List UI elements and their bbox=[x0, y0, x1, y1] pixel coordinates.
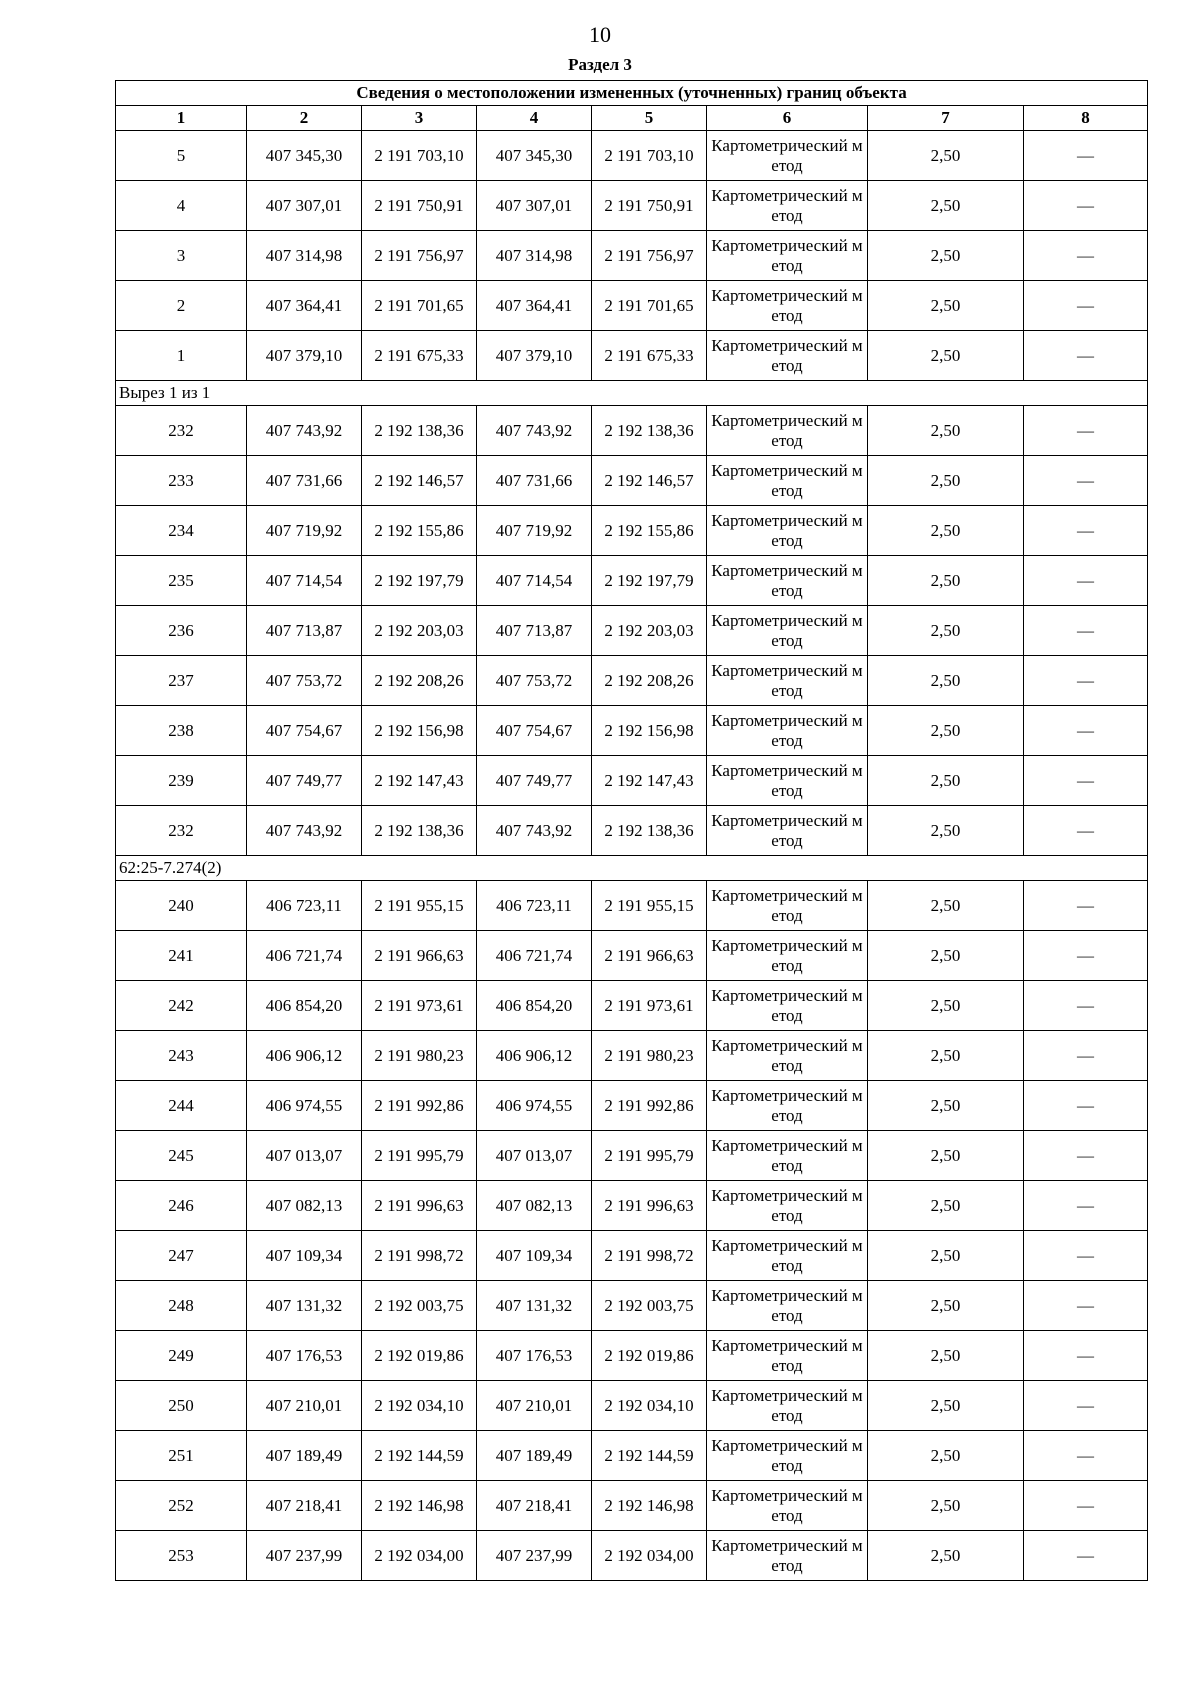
x-new-cell: 407 131,32 bbox=[477, 1281, 592, 1331]
y-new-cell: 2 192 208,26 bbox=[592, 656, 707, 706]
column-header: 8 bbox=[1024, 106, 1148, 131]
method-cell: Картометрический метод bbox=[707, 181, 868, 231]
table-row bbox=[116, 606, 1148, 656]
x-old-cell: 407 713,87 bbox=[247, 606, 362, 656]
y-new-cell: 2 191 675,33 bbox=[592, 331, 707, 381]
y-new-cell: 2 192 155,86 bbox=[592, 506, 707, 556]
y-old-cell: 2 192 019,86 bbox=[362, 1331, 477, 1381]
point-number-cell: 233 bbox=[116, 456, 247, 506]
point-number-cell: 246 bbox=[116, 1181, 247, 1231]
y-old-cell: 2 191 675,33 bbox=[362, 331, 477, 381]
table-row bbox=[116, 556, 1148, 606]
x-old-cell: 407 109,34 bbox=[247, 1231, 362, 1281]
x-new-cell: 407 218,41 bbox=[477, 1481, 592, 1531]
column-header: 1 bbox=[116, 106, 247, 131]
description-cell: — bbox=[1024, 606, 1148, 656]
y-old-cell: 2 192 138,36 bbox=[362, 806, 477, 856]
page-number: 10 bbox=[589, 22, 611, 47]
y-old-cell: 2 192 156,98 bbox=[362, 706, 477, 756]
point-number-cell: 241 bbox=[116, 931, 247, 981]
y-old-cell: 2 192 197,79 bbox=[362, 556, 477, 606]
table-row bbox=[116, 1081, 1148, 1131]
point-number-cell: 250 bbox=[116, 1381, 247, 1431]
x-new-cell: 406 723,11 bbox=[477, 881, 592, 931]
point-number-cell: 253 bbox=[116, 1531, 247, 1581]
method-cell: Картометрический метод bbox=[707, 706, 868, 756]
y-new-cell: 2 191 998,72 bbox=[592, 1231, 707, 1281]
y-new-cell: 2 192 138,36 bbox=[592, 406, 707, 456]
method-cell: Картометрический метод bbox=[707, 1531, 868, 1581]
description-cell: — bbox=[1024, 981, 1148, 1031]
description-cell: — bbox=[1024, 881, 1148, 931]
x-new-cell: 407 189,49 bbox=[477, 1431, 592, 1481]
y-new-cell: 2 192 003,75 bbox=[592, 1281, 707, 1331]
accuracy-cell: 2,50 bbox=[868, 706, 1024, 756]
accuracy-cell: 2,50 bbox=[868, 1331, 1024, 1381]
point-number-cell: 232 bbox=[116, 406, 247, 456]
y-new-cell: 2 191 756,97 bbox=[592, 231, 707, 281]
x-new-cell: 407 176,53 bbox=[477, 1331, 592, 1381]
accuracy-cell: 2,50 bbox=[868, 931, 1024, 981]
point-number-cell: 247 bbox=[116, 1231, 247, 1281]
column-header: 4 bbox=[477, 106, 592, 131]
y-new-cell: 2 191 750,91 bbox=[592, 181, 707, 231]
x-old-cell: 407 189,49 bbox=[247, 1431, 362, 1481]
y-old-cell: 2 191 750,91 bbox=[362, 181, 477, 231]
table-row bbox=[116, 506, 1148, 556]
table-row bbox=[116, 1281, 1148, 1331]
x-old-cell: 407 743,92 bbox=[247, 406, 362, 456]
x-new-cell: 406 854,20 bbox=[477, 981, 592, 1031]
method-cell: Картометрический метод bbox=[707, 881, 868, 931]
y-new-cell: 2 191 701,65 bbox=[592, 281, 707, 331]
table-row bbox=[116, 406, 1148, 456]
column-header: 5 bbox=[592, 106, 707, 131]
accuracy-cell: 2,50 bbox=[868, 1181, 1024, 1231]
description-cell: — bbox=[1024, 331, 1148, 381]
description-cell: — bbox=[1024, 281, 1148, 331]
y-new-cell: 2 192 146,98 bbox=[592, 1481, 707, 1531]
point-number-cell: 2 bbox=[116, 281, 247, 331]
description-cell: — bbox=[1024, 931, 1148, 981]
description-cell: — bbox=[1024, 1281, 1148, 1331]
point-number-cell: 3 bbox=[116, 231, 247, 281]
y-old-cell: 2 191 955,15 bbox=[362, 881, 477, 931]
x-new-cell: 407 109,34 bbox=[477, 1231, 592, 1281]
method-cell: Картометрический метод bbox=[707, 1231, 868, 1281]
point-number-cell: 4 bbox=[116, 181, 247, 231]
x-new-cell: 407 753,72 bbox=[477, 656, 592, 706]
method-cell: Картометрический метод bbox=[707, 981, 868, 1031]
point-number-cell: 234 bbox=[116, 506, 247, 556]
column-header: 7 bbox=[868, 106, 1024, 131]
table-row bbox=[116, 1031, 1148, 1081]
method-cell: Картометрический метод bbox=[707, 456, 868, 506]
method-cell: Картометрический метод bbox=[707, 1031, 868, 1081]
accuracy-cell: 2,50 bbox=[868, 1281, 1024, 1331]
table-row bbox=[116, 1531, 1148, 1581]
description-cell: — bbox=[1024, 706, 1148, 756]
y-new-cell: 2 191 703,10 bbox=[592, 131, 707, 181]
group-header-row bbox=[116, 856, 1148, 881]
point-number-cell: 243 bbox=[116, 1031, 247, 1081]
description-cell: — bbox=[1024, 506, 1148, 556]
method-cell: Картометрический метод bbox=[707, 1081, 868, 1131]
method-cell: Картометрический метод bbox=[707, 1331, 868, 1381]
coordinates-table bbox=[115, 80, 1148, 1581]
y-old-cell: 2 191 998,72 bbox=[362, 1231, 477, 1281]
point-number-cell: 244 bbox=[116, 1081, 247, 1131]
y-new-cell: 2 192 197,79 bbox=[592, 556, 707, 606]
point-number-cell: 235 bbox=[116, 556, 247, 606]
x-old-cell: 407 237,99 bbox=[247, 1531, 362, 1581]
table-row bbox=[116, 456, 1148, 506]
accuracy-cell: 2,50 bbox=[868, 1381, 1024, 1431]
point-number-cell: 238 bbox=[116, 706, 247, 756]
x-old-cell: 406 906,12 bbox=[247, 1031, 362, 1081]
y-old-cell: 2 192 147,43 bbox=[362, 756, 477, 806]
x-new-cell: 407 754,67 bbox=[477, 706, 592, 756]
table-caption: Сведения о местоположении измененных (уточненных) границ объекта bbox=[116, 81, 1148, 106]
x-new-cell: 407 345,30 bbox=[477, 131, 592, 181]
table-caption-row bbox=[116, 81, 1148, 106]
point-number-cell: 242 bbox=[116, 981, 247, 1031]
column-header: 6 bbox=[707, 106, 868, 131]
method-cell: Картометрический метод bbox=[707, 1181, 868, 1231]
table-row bbox=[116, 1131, 1148, 1181]
table-row bbox=[116, 881, 1148, 931]
x-new-cell: 407 364,41 bbox=[477, 281, 592, 331]
description-cell: — bbox=[1024, 231, 1148, 281]
description-cell: — bbox=[1024, 1031, 1148, 1081]
accuracy-cell: 2,50 bbox=[868, 1431, 1024, 1481]
y-new-cell: 2 192 019,86 bbox=[592, 1331, 707, 1381]
accuracy-cell: 2,50 bbox=[868, 881, 1024, 931]
point-number-cell: 237 bbox=[116, 656, 247, 706]
method-cell: Картометрический метод bbox=[707, 806, 868, 856]
x-old-cell: 407 218,41 bbox=[247, 1481, 362, 1531]
y-new-cell: 2 191 966,63 bbox=[592, 931, 707, 981]
x-old-cell: 407 345,30 bbox=[247, 131, 362, 181]
accuracy-cell: 2,50 bbox=[868, 556, 1024, 606]
accuracy-cell: 2,50 bbox=[868, 1481, 1024, 1531]
method-cell: Картометрический метод bbox=[707, 331, 868, 381]
accuracy-cell: 2,50 bbox=[868, 231, 1024, 281]
y-old-cell: 2 191 995,79 bbox=[362, 1131, 477, 1181]
point-number-cell: 249 bbox=[116, 1331, 247, 1381]
y-new-cell: 2 192 138,36 bbox=[592, 806, 707, 856]
y-old-cell: 2 191 966,63 bbox=[362, 931, 477, 981]
description-cell: — bbox=[1024, 756, 1148, 806]
section-title: Раздел 3 bbox=[568, 55, 632, 74]
accuracy-cell: 2,50 bbox=[868, 606, 1024, 656]
point-number-cell: 236 bbox=[116, 606, 247, 656]
method-cell: Картометрический метод bbox=[707, 606, 868, 656]
table-row bbox=[116, 131, 1148, 181]
accuracy-cell: 2,50 bbox=[868, 406, 1024, 456]
method-cell: Картометрический метод bbox=[707, 1381, 868, 1431]
x-new-cell: 407 719,92 bbox=[477, 506, 592, 556]
x-old-cell: 407 749,77 bbox=[247, 756, 362, 806]
table-row bbox=[116, 1231, 1148, 1281]
table-row bbox=[116, 806, 1148, 856]
accuracy-cell: 2,50 bbox=[868, 506, 1024, 556]
point-number-cell: 252 bbox=[116, 1481, 247, 1531]
point-number-cell: 251 bbox=[116, 1431, 247, 1481]
y-old-cell: 2 192 146,57 bbox=[362, 456, 477, 506]
method-cell: Картометрический метод bbox=[707, 1131, 868, 1181]
table-row bbox=[116, 1431, 1148, 1481]
y-old-cell: 2 192 208,26 bbox=[362, 656, 477, 706]
y-new-cell: 2 192 034,00 bbox=[592, 1531, 707, 1581]
table-row bbox=[116, 706, 1148, 756]
accuracy-cell: 2,50 bbox=[868, 656, 1024, 706]
group-label: 62:25-7.274(2) bbox=[116, 856, 1148, 881]
description-cell: — bbox=[1024, 1081, 1148, 1131]
accuracy-cell: 2,50 bbox=[868, 181, 1024, 231]
x-old-cell: 407 379,10 bbox=[247, 331, 362, 381]
method-cell: Картометрический метод bbox=[707, 656, 868, 706]
x-new-cell: 407 743,92 bbox=[477, 406, 592, 456]
x-new-cell: 407 743,92 bbox=[477, 806, 592, 856]
accuracy-cell: 2,50 bbox=[868, 1081, 1024, 1131]
y-new-cell: 2 192 146,57 bbox=[592, 456, 707, 506]
table-row bbox=[116, 231, 1148, 281]
x-new-cell: 406 906,12 bbox=[477, 1031, 592, 1081]
description-cell: — bbox=[1024, 1181, 1148, 1231]
y-old-cell: 2 192 144,59 bbox=[362, 1431, 477, 1481]
description-cell: — bbox=[1024, 1381, 1148, 1431]
y-old-cell: 2 191 980,23 bbox=[362, 1031, 477, 1081]
x-old-cell: 407 743,92 bbox=[247, 806, 362, 856]
description-cell: — bbox=[1024, 1231, 1148, 1281]
column-header: 2 bbox=[247, 106, 362, 131]
y-old-cell: 2 192 034,00 bbox=[362, 1531, 477, 1581]
y-old-cell: 2 192 003,75 bbox=[362, 1281, 477, 1331]
x-old-cell: 407 307,01 bbox=[247, 181, 362, 231]
table-row bbox=[116, 1481, 1148, 1531]
x-old-cell: 406 723,11 bbox=[247, 881, 362, 931]
description-cell: — bbox=[1024, 1481, 1148, 1531]
method-cell: Картометрический метод bbox=[707, 1481, 868, 1531]
y-old-cell: 2 191 703,10 bbox=[362, 131, 477, 181]
y-old-cell: 2 192 138,36 bbox=[362, 406, 477, 456]
point-number-cell: 1 bbox=[116, 331, 247, 381]
y-new-cell: 2 192 144,59 bbox=[592, 1431, 707, 1481]
y-new-cell: 2 191 992,86 bbox=[592, 1081, 707, 1131]
y-new-cell: 2 192 034,10 bbox=[592, 1381, 707, 1431]
point-number-cell: 232 bbox=[116, 806, 247, 856]
table-row bbox=[116, 331, 1148, 381]
x-new-cell: 407 237,99 bbox=[477, 1531, 592, 1581]
y-old-cell: 2 191 973,61 bbox=[362, 981, 477, 1031]
x-old-cell: 407 013,07 bbox=[247, 1131, 362, 1181]
x-new-cell: 407 713,87 bbox=[477, 606, 592, 656]
description-cell: — bbox=[1024, 406, 1148, 456]
description-cell: — bbox=[1024, 456, 1148, 506]
accuracy-cell: 2,50 bbox=[868, 1231, 1024, 1281]
point-number-cell: 240 bbox=[116, 881, 247, 931]
point-number-cell: 5 bbox=[116, 131, 247, 181]
x-new-cell: 407 714,54 bbox=[477, 556, 592, 606]
y-old-cell: 2 192 034,10 bbox=[362, 1381, 477, 1431]
accuracy-cell: 2,50 bbox=[868, 1531, 1024, 1581]
x-old-cell: 407 176,53 bbox=[247, 1331, 362, 1381]
y-new-cell: 2 191 995,79 bbox=[592, 1131, 707, 1181]
x-new-cell: 406 974,55 bbox=[477, 1081, 592, 1131]
x-new-cell: 407 731,66 bbox=[477, 456, 592, 506]
table-body bbox=[116, 131, 1148, 1581]
y-new-cell: 2 192 156,98 bbox=[592, 706, 707, 756]
table-row bbox=[116, 1381, 1148, 1431]
table-row bbox=[116, 756, 1148, 806]
accuracy-cell: 2,50 bbox=[868, 281, 1024, 331]
x-old-cell: 407 082,13 bbox=[247, 1181, 362, 1231]
method-cell: Картометрический метод bbox=[707, 1281, 868, 1331]
x-old-cell: 407 364,41 bbox=[247, 281, 362, 331]
description-cell: — bbox=[1024, 1531, 1148, 1581]
method-cell: Картометрический метод bbox=[707, 756, 868, 806]
description-cell: — bbox=[1024, 1431, 1148, 1481]
description-cell: — bbox=[1024, 131, 1148, 181]
group-header-row bbox=[116, 381, 1148, 406]
y-new-cell: 2 191 973,61 bbox=[592, 981, 707, 1031]
x-new-cell: 407 749,77 bbox=[477, 756, 592, 806]
description-cell: — bbox=[1024, 1331, 1148, 1381]
y-new-cell: 2 192 147,43 bbox=[592, 756, 707, 806]
x-old-cell: 407 131,32 bbox=[247, 1281, 362, 1331]
x-old-cell: 407 210,01 bbox=[247, 1381, 362, 1431]
description-cell: — bbox=[1024, 656, 1148, 706]
x-new-cell: 407 379,10 bbox=[477, 331, 592, 381]
point-number-cell: 239 bbox=[116, 756, 247, 806]
accuracy-cell: 2,50 bbox=[868, 131, 1024, 181]
y-old-cell: 2 191 756,97 bbox=[362, 231, 477, 281]
group-label: Вырез 1 из 1 bbox=[116, 381, 1148, 406]
method-cell: Картометрический метод bbox=[707, 231, 868, 281]
x-old-cell: 407 753,72 bbox=[247, 656, 362, 706]
y-old-cell: 2 191 992,86 bbox=[362, 1081, 477, 1131]
accuracy-cell: 2,50 bbox=[868, 1031, 1024, 1081]
method-cell: Картометрический метод bbox=[707, 556, 868, 606]
y-new-cell: 2 191 980,23 bbox=[592, 1031, 707, 1081]
method-cell: Картометрический метод bbox=[707, 406, 868, 456]
y-old-cell: 2 192 146,98 bbox=[362, 1481, 477, 1531]
x-old-cell: 406 721,74 bbox=[247, 931, 362, 981]
x-new-cell: 407 013,07 bbox=[477, 1131, 592, 1181]
column-header: 3 bbox=[362, 106, 477, 131]
accuracy-cell: 2,50 bbox=[868, 1131, 1024, 1181]
x-old-cell: 407 314,98 bbox=[247, 231, 362, 281]
x-new-cell: 407 314,98 bbox=[477, 231, 592, 281]
table-row bbox=[116, 281, 1148, 331]
description-cell: — bbox=[1024, 806, 1148, 856]
y-new-cell: 2 192 203,03 bbox=[592, 606, 707, 656]
x-old-cell: 407 754,67 bbox=[247, 706, 362, 756]
y-old-cell: 2 191 701,65 bbox=[362, 281, 477, 331]
accuracy-cell: 2,50 bbox=[868, 756, 1024, 806]
table-row bbox=[116, 1331, 1148, 1381]
table-row bbox=[116, 181, 1148, 231]
x-old-cell: 407 731,66 bbox=[247, 456, 362, 506]
accuracy-cell: 2,50 bbox=[868, 981, 1024, 1031]
table-row bbox=[116, 1181, 1148, 1231]
x-new-cell: 406 721,74 bbox=[477, 931, 592, 981]
x-new-cell: 407 307,01 bbox=[477, 181, 592, 231]
table-row bbox=[116, 931, 1148, 981]
y-old-cell: 2 191 996,63 bbox=[362, 1181, 477, 1231]
table-row bbox=[116, 656, 1148, 706]
x-old-cell: 406 974,55 bbox=[247, 1081, 362, 1131]
method-cell: Картометрический метод bbox=[707, 281, 868, 331]
y-old-cell: 2 192 203,03 bbox=[362, 606, 477, 656]
method-cell: Картометрический метод bbox=[707, 131, 868, 181]
y-new-cell: 2 191 996,63 bbox=[592, 1181, 707, 1231]
method-cell: Картометрический метод bbox=[707, 1431, 868, 1481]
point-number-cell: 245 bbox=[116, 1131, 247, 1181]
method-cell: Картометрический метод bbox=[707, 931, 868, 981]
description-cell: — bbox=[1024, 181, 1148, 231]
x-old-cell: 406 854,20 bbox=[247, 981, 362, 1031]
method-cell: Картометрический метод bbox=[707, 506, 868, 556]
x-old-cell: 407 719,92 bbox=[247, 506, 362, 556]
description-cell: — bbox=[1024, 556, 1148, 606]
point-number-cell: 248 bbox=[116, 1281, 247, 1331]
accuracy-cell: 2,50 bbox=[868, 456, 1024, 506]
x-old-cell: 407 714,54 bbox=[247, 556, 362, 606]
y-old-cell: 2 192 155,86 bbox=[362, 506, 477, 556]
column-header-row bbox=[116, 106, 1148, 131]
accuracy-cell: 2,50 bbox=[868, 806, 1024, 856]
description-cell: — bbox=[1024, 1131, 1148, 1181]
y-new-cell: 2 191 955,15 bbox=[592, 881, 707, 931]
x-new-cell: 407 082,13 bbox=[477, 1181, 592, 1231]
accuracy-cell: 2,50 bbox=[868, 331, 1024, 381]
table-row bbox=[116, 981, 1148, 1031]
x-new-cell: 407 210,01 bbox=[477, 1381, 592, 1431]
